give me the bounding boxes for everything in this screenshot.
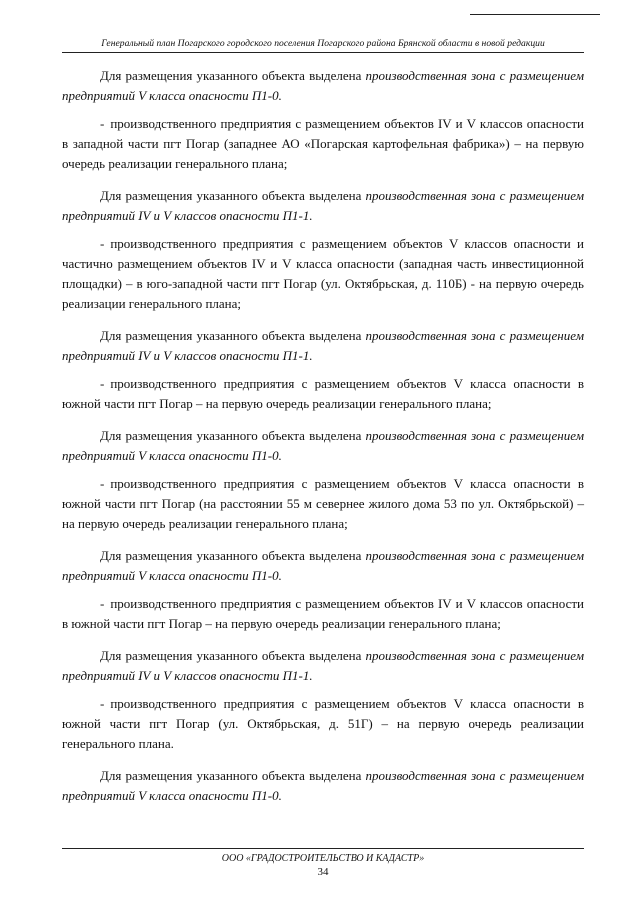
facility-item xyxy=(62,474,584,534)
zone-lead-text: Для размещения указанного объекта выделена xyxy=(100,68,366,83)
zone-name: производственная зона с размещением предприятий V класса опасности П1-0. xyxy=(62,68,584,103)
facility-text: производственного предприятия с размещением объектов IV и V классов опасности в южной части пгт Погар – на первую очередь реализации генерального плана; xyxy=(62,596,584,631)
zone-paragraph xyxy=(62,766,584,806)
facility-item xyxy=(62,694,584,754)
list-dash: - xyxy=(100,116,105,131)
zone-paragraph xyxy=(62,426,584,466)
list-dash: - xyxy=(100,476,105,491)
zone-lead-text: Для размещения указанного объекта выделена xyxy=(100,188,366,203)
facility-text: производственного предприятия с размещением объектов V класса опасности в южной части пгт Погар (на расстоянии 55 м севернее жилого дома 53 по ул. Октябрьской) – на первую очередь реализации генерального плана; xyxy=(62,476,584,531)
zone-paragraph xyxy=(62,186,584,226)
list-dash: - xyxy=(100,596,105,611)
zone-lead-text: Для размещения указанного объекта выделена xyxy=(100,328,366,343)
zone-paragraph xyxy=(62,326,584,366)
zone-lead-text: Для размещения указанного объекта выделена xyxy=(100,768,366,783)
facility-text: производственного предприятия с размещением объектов V класса опасности в южной части пгт Погар (ул. Октябрьская, д. 51Г) – на первую очередь реализации генерального плана. xyxy=(62,696,584,751)
zone-lead-text: Для размещения указанного объекта выделена xyxy=(100,548,366,563)
zone-name: производственная зона с размещением предприятий V класса опасности П1-0. xyxy=(62,768,584,803)
list-dash: - xyxy=(100,376,105,391)
facility-text: производственного предприятия с размещением объектов V класса опасности в южной части пгт Погар – на первую очередь реализации генерального плана; xyxy=(62,376,584,411)
document-body xyxy=(62,66,584,814)
zone-name: производственная зона с размещением предприятий V класса опасности П1-0. xyxy=(62,428,584,463)
running-header: Генеральный план Погарского городского поселения Погарского района Брянской области в новой редакции xyxy=(62,38,584,53)
facility-item xyxy=(62,594,584,634)
zone-lead-text: Для размещения указанного объекта выделена xyxy=(100,648,366,663)
facility-text: производственного предприятия с размещением объектов IV и V классов опасности в западной части пгт Погар (западнее АО «Погарская картофельная фабрика») – на первую очередь реализации генерального плана; xyxy=(62,116,584,171)
page-number: 34 xyxy=(317,866,329,878)
zone-name: производственная зона с размещением предприятий V класса опасности П1-0. xyxy=(62,548,584,583)
footer-rule xyxy=(62,848,584,849)
zone-name: производственная зона с размещением предприятий IV и V классов опасности П1-1. xyxy=(62,188,584,223)
list-dash: - xyxy=(100,696,105,711)
zone-paragraph xyxy=(62,646,584,686)
facility-text: производственного предприятия с размещением объектов V классов опасности и частично размещением объектов IV и V класса опасности (западная часть инвестиционной площадки) – в юго-западной части пгт Погар (ул. Октябрьская, д. 110Б) - на первую очередь реализации генерального плана; xyxy=(62,236,584,311)
footer-company: ООО «ГРАДОСТРОИТЕЛЬСТВО И КАДАСТР» xyxy=(221,853,425,864)
top-right-rule xyxy=(470,14,600,15)
facility-item xyxy=(62,114,584,174)
facility-item xyxy=(62,374,584,414)
facility-item xyxy=(62,234,584,314)
zone-paragraph xyxy=(62,66,584,106)
zone-paragraph xyxy=(62,546,584,586)
zone-name: производственная зона с размещением предприятий IV и V классов опасности П1-1. xyxy=(62,648,584,683)
zone-lead-text: Для размещения указанного объекта выделена xyxy=(100,428,366,443)
zone-name: производственная зона с размещением предприятий IV и V классов опасности П1-1. xyxy=(62,328,584,363)
list-dash: - xyxy=(100,236,105,251)
